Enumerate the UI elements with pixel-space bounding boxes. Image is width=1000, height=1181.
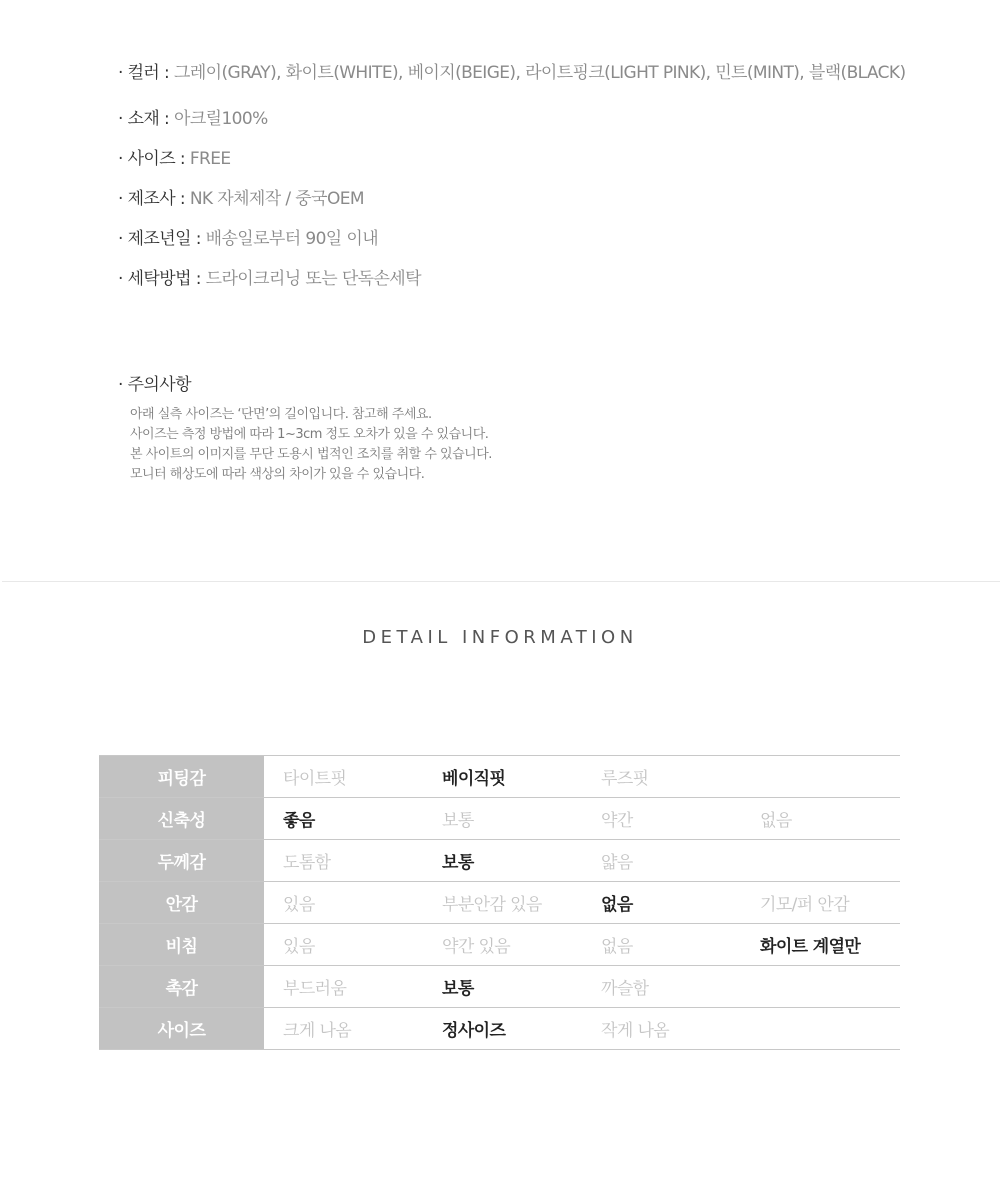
notice-line: 사이즈는 측정 방법에 따라 1~3cm 정도 오차가 있을 수 있습니다. — [130, 427, 489, 442]
detail-row-header: 피팅감 — [99, 756, 264, 797]
detail-option: 약간 — [601, 811, 633, 831]
detail-option: 부분안감 있음 — [442, 895, 542, 915]
detail-row — [99, 966, 900, 1008]
detail-option: 없음 — [760, 811, 792, 831]
detail-row-options — [264, 882, 900, 923]
notice-title: · 주의사항 — [118, 375, 191, 395]
detail-option-selected: 베이직핏 — [442, 769, 506, 789]
detail-option: 약간 있음 — [442, 937, 511, 957]
notice-lines — [130, 405, 830, 485]
detail-row-header: 촉감 — [99, 966, 264, 1007]
detail-title: DETAIL INFORMATION — [362, 627, 638, 648]
detail-option: 타이트핏 — [283, 769, 347, 789]
detail-option: 있음 — [283, 937, 315, 957]
notice-line: 아래 실측 사이즈는 ‘단면’의 길이입니다. 참고해 주세요. — [130, 407, 432, 422]
spec-label: · 소재 : — [118, 109, 174, 129]
detail-option-selected: 보통 — [442, 853, 474, 873]
detail-row-options — [264, 756, 900, 797]
detail-row — [99, 840, 900, 882]
detail-option: 얇음 — [601, 853, 633, 873]
detail-row-options — [264, 966, 900, 1007]
detail-option: 작게 나옴 — [601, 1021, 670, 1041]
spec-value: NK 자체제작 / 중국OEM — [189, 189, 364, 209]
detail-option: 까슬함 — [601, 979, 649, 999]
detail-row-header: 사이즈 — [99, 1008, 264, 1049]
spec-row-manufacturer — [118, 184, 364, 209]
notice-line: 본 사이트의 이미지를 무단 도용시 법적인 조치를 취할 수 있습니다. — [130, 447, 492, 462]
detail-row — [99, 924, 900, 966]
detail-row-header: 두께감 — [99, 840, 264, 881]
spec-label: · 컬러 : — [118, 63, 174, 83]
detail-option-selected: 정사이즈 — [442, 1021, 506, 1041]
spec-row-size — [118, 144, 231, 169]
spec-value: 드라이크리닝 또는 단독손세탁 — [205, 269, 421, 289]
spec-row-color — [118, 58, 906, 83]
spec-row-material — [118, 104, 268, 129]
detail-option: 부드러움 — [283, 979, 347, 999]
detail-option-selected: 없음 — [601, 895, 633, 915]
section-divider — [2, 581, 1000, 582]
detail-option: 루즈핏 — [601, 769, 649, 789]
detail-row — [99, 756, 900, 798]
detail-row — [99, 882, 900, 924]
detail-row-options — [264, 1008, 900, 1049]
detail-row — [99, 1008, 900, 1050]
detail-row-header: 안감 — [99, 882, 264, 923]
detail-row-header: 신축성 — [99, 798, 264, 839]
spec-label: · 사이즈 : — [118, 149, 190, 169]
detail-option: 기모/퍼 안감 — [760, 895, 850, 915]
detail-row-options — [264, 924, 900, 965]
detail-row-header: 비침 — [99, 924, 264, 965]
detail-option-selected: 화이트 계열만 — [760, 937, 861, 957]
detail-row-options — [264, 840, 900, 881]
spec-label: · 제조년일 : — [118, 229, 206, 249]
detail-option: 도톰함 — [283, 853, 331, 873]
detail-option: 없음 — [601, 937, 633, 957]
detail-table — [99, 755, 900, 1050]
detail-row — [99, 798, 900, 840]
spec-label: · 제조사 : — [118, 189, 190, 209]
spec-value: 아크릴100% — [174, 109, 268, 129]
detail-option: 보통 — [442, 811, 474, 831]
notice-section — [118, 370, 492, 482]
detail-option: 있음 — [283, 895, 315, 915]
spec-value: 배송일로부터 90일 이내 — [205, 229, 379, 249]
detail-option: 크게 나옴 — [283, 1021, 352, 1041]
detail-row-options — [264, 798, 900, 839]
spec-label: · 세탁방법 : — [118, 269, 206, 289]
detail-option-selected: 좋음 — [283, 811, 315, 831]
spec-row-washing — [118, 264, 421, 289]
spec-value: FREE — [189, 149, 231, 169]
spec-value: 그레이(GRAY), 화이트(WHITE), 베이지(BEIGE), 라이트핑크(LIGHT PINK), 민트(MINT), 블랙(BLACK) — [174, 63, 906, 83]
spec-row-manufacture-date — [118, 224, 378, 249]
notice-line: 모니터 해상도에 따라 색상의 차이가 있을 수 있습니다. — [130, 467, 425, 482]
detail-option-selected: 보통 — [442, 979, 474, 999]
